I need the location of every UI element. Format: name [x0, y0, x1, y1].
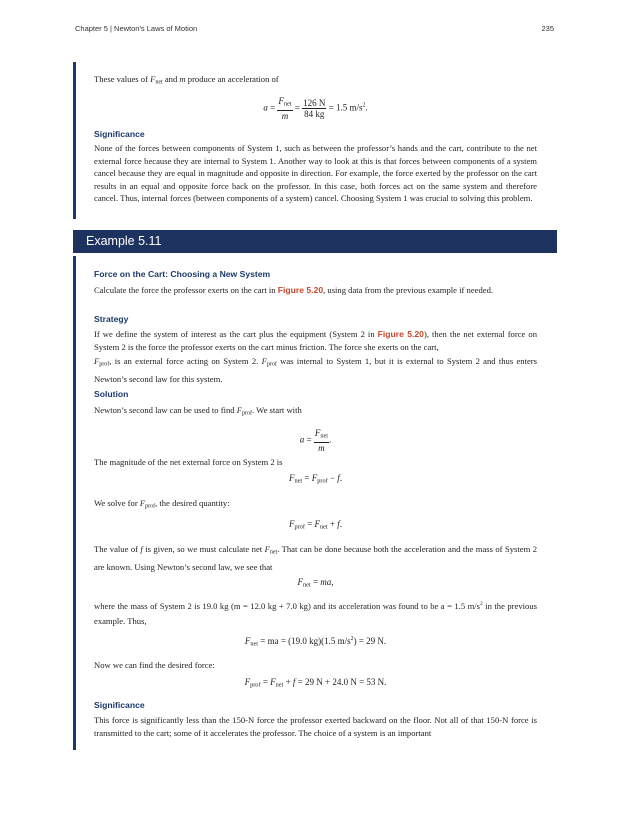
- solution-text-4: The value of f is given, so we must calculate net $F_{net}$. That can be done because both the acceleration and the mass of System 2 are known. Using Newton’s second law, we see that: [94, 544, 537, 572]
- sidebar-rule: [73, 62, 76, 219]
- solution-text-5: where the mass of System 2 is 19.0 kg (m = 12.0 kg + 7.0 kg) and its acceleration was found to be a = 1.5 $m/s^2$ in the previous example. Thus,: [94, 600, 537, 626]
- figure-link[interactable]: Figure 5.20: [277, 285, 324, 295]
- intro-text: These values of $F_{net}$ and m produce an acceleration of: [94, 74, 279, 86]
- solution-text-1: Newton’s second law can be used to find $F_{prof}$. We start with: [94, 405, 302, 417]
- chapter-header: Chapter 5 | Newton's Laws of Motion: [75, 24, 198, 33]
- equation-fnet: $F_{net} = F_{prof} - f$.: [288, 473, 343, 485]
- problem-text: Calculate the force the professor exerts on the cart in Figure 5.20, using data from the previous example if needed.: [94, 285, 494, 295]
- equation-a: a = $\frac{F_{net}}{m}$ .: [299, 428, 332, 453]
- problem-heading: Force on the Cart: Choosing a New System: [94, 269, 271, 279]
- page-number: 235: [541, 24, 554, 33]
- significance-heading: Significance: [94, 129, 145, 139]
- example-banner: Example 5.11: [73, 230, 557, 253]
- equation-final: $F_{prof} = F_{net} + f = 29$ N + 24.0 N = 53 N.: [244, 677, 387, 689]
- equation-fnet-value: $F_{net}$ = ma = (19.0 kg)(1.5 $m/s^2) = 29$ N.: [244, 636, 387, 648]
- strategy-paragraph: If we define the system of interest as the cart plus the equipment (System 2 in Figure 5.20), then the net external force on System 2 is the force the professor exerts on the cart minus friction. The force she exerts on the cart,: [94, 329, 537, 352]
- solution-heading: Solution: [94, 389, 129, 399]
- sidebar-rule: [73, 256, 76, 750]
- acceleration-equation: a = $\frac{F_{net}}{m}$ = $\frac{126 N}{84 kg}$ = 1.5 $m/s^2$.: [263, 96, 368, 121]
- strategy-heading: Strategy: [94, 314, 129, 324]
- equation-newton: $F_{net}$ = ma,: [297, 577, 334, 589]
- equation-fprof: $F_{prof} = F_{net} + f$.: [288, 519, 343, 531]
- solution-text-2: The magnitude of the net external force on System 2 is: [94, 457, 283, 467]
- significance-paragraph: None of the forces between components of System 1, such as between the professor’s hands and the cart, contribute to the net external force because they are internal to System 1. Another way to look at this is that forces between components of a system cancel because they are equal in magnitude and opposite in direction. For example, the force exerted by the professor on the cart results in an equal and opposite force back on the professor. In this case, both forces act on the same system and therefore cancel. Thus, internal forces (between components of a system) cancel. Choosing System 1 was crucial to solving this problem.: [94, 143, 537, 203]
- figure-link[interactable]: Figure 5.20: [377, 329, 424, 339]
- significance2-heading: Significance: [94, 700, 145, 710]
- solution-text-6: Now we can find the desired force:: [94, 660, 215, 670]
- solution-text-3: We solve for $F_{prof}$, the desired quantity:: [94, 498, 230, 510]
- significance2-paragraph: This force is significantly less than the 150-N force the professor exerted backward on the floor. Not all of that 150-N force is transmitted to the cart; some of it accelerates the professor. The choice of a system is an important: [94, 715, 537, 738]
- strategy-paragraph-cont: $F_{prof}$, is an external force acting on System 2. $F_{prof}$ was internal to System 1, but it is external to System 2 and thus enters Newton’s second law for this system.: [94, 356, 537, 384]
